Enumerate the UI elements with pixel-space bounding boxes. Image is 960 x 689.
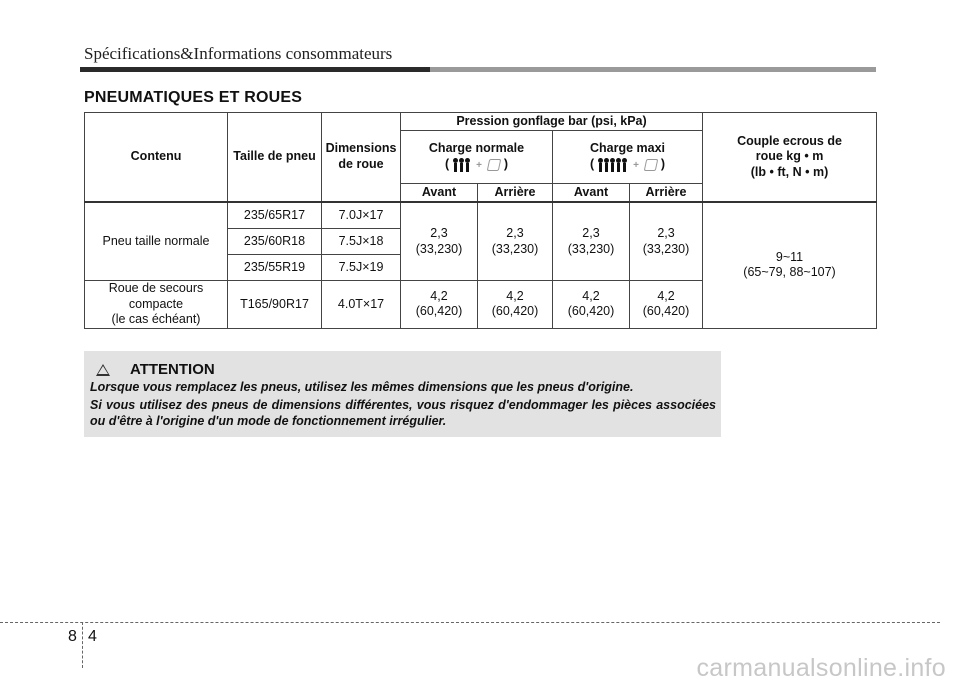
pressure-psi-kpa: (60,420) <box>567 304 615 319</box>
pressure-bar: 4,2 <box>657 288 675 303</box>
header-dimensions-line1: Dimensions <box>325 141 397 156</box>
charge-normale-label: Charge normale <box>428 141 525 156</box>
spare-pressure-maxi-arriere <box>630 281 703 329</box>
header-charge-maxi <box>553 131 703 184</box>
person-icon <box>616 158 621 172</box>
warning-paragraph: Si vous utilisez des pneus de dimensions différentes, vous risquez d'endommager les pièces associées ou d'être à l'origine d'un mode de fonctionnement irrégulier. <box>90 398 716 428</box>
wheel-dim-cell: 7.5J×18 <box>322 229 401 255</box>
pressure-normal-avant <box>401 202 478 281</box>
warning-title: ATTENTION <box>130 361 215 378</box>
header-dimensions <box>322 113 401 203</box>
pressure-bar: 2,3 <box>506 225 524 240</box>
torque-kgm: 9~11 <box>775 249 804 264</box>
person-icon <box>604 158 609 172</box>
spare-pressure-normal-avant <box>401 281 478 329</box>
header-taille: Taille de pneu <box>228 113 322 203</box>
watermark: carmanualsonline.info <box>696 654 946 682</box>
header-couple-line1: Couple ecrous de <box>737 133 842 148</box>
normal-tire-label: Pneu taille normale <box>85 202 228 281</box>
spare-pressure-maxi-avant <box>553 281 630 329</box>
pressure-bar: 4,2 <box>582 288 600 303</box>
pressure-maxi-arriere <box>630 202 703 281</box>
header-couple-line2: roue kg • m <box>755 149 824 164</box>
header-couple-line3: (lb • ft, N • m) <box>750 164 829 179</box>
pressure-bar: 2,3 <box>657 225 675 240</box>
spare-wheel-dim: 4.0T×17 <box>322 281 401 329</box>
page-number: 4 <box>88 628 97 645</box>
section-title: PNEUMATIQUES ET ROUES <box>84 89 303 106</box>
torque-lbft-nm: (65~79, 88~107) <box>743 265 836 280</box>
charge-maxi-paren-open: ( <box>589 157 595 171</box>
header-arriere-maxi: Arrière <box>630 184 703 203</box>
header-contenu: Contenu <box>85 113 228 203</box>
pressure-bar: 4,2 <box>506 288 524 303</box>
pressure-bar: 4,2 <box>430 288 448 303</box>
pressure-psi-kpa: (33,230) <box>642 241 690 256</box>
header-rule <box>80 67 876 72</box>
warning-triangle-icon <box>96 364 110 376</box>
pressure-maxi-avant <box>553 202 630 281</box>
tire-spec-table <box>84 112 877 329</box>
header-couple <box>703 113 877 203</box>
charge-maxi-label: Charge maxi <box>589 141 666 156</box>
wheel-dim-cell: 7.5J×19 <box>322 255 401 281</box>
person-icon <box>610 158 615 172</box>
warning-paragraph: Lorsque vous remplacez les pneus, utilisez les mêmes dimensions que les pneus d'origine. <box>90 380 634 394</box>
spare-tire-label <box>85 281 228 329</box>
plus-sign: + <box>633 160 639 171</box>
tire-size-cell: 235/65R17 <box>228 202 322 229</box>
pressure-psi-kpa: (60,420) <box>415 304 463 319</box>
passengers-icon-group <box>453 158 470 172</box>
header-arriere-normale: Arrière <box>478 184 553 203</box>
chapter-number: 8 <box>68 628 77 645</box>
wheel-dim-cell: 7.0J×17 <box>322 202 401 229</box>
pressure-psi-kpa: (33,230) <box>567 241 615 256</box>
spare-label-line3: (le cas échéant) <box>111 312 201 327</box>
spare-tire-size: T165/90R17 <box>228 281 322 329</box>
charge-normale-paren-close: ) <box>503 157 509 171</box>
plus-sign: + <box>476 160 482 171</box>
charge-maxi-paren-close: ) <box>660 157 666 171</box>
warning-text <box>90 380 716 432</box>
warning-header <box>96 361 215 378</box>
torque-cell <box>703 202 877 328</box>
pressure-bar: 2,3 <box>430 225 448 240</box>
footer-divider <box>82 622 83 668</box>
tire-size-cell: 235/55R19 <box>228 255 322 281</box>
pressure-psi-kpa: (33,230) <box>415 241 463 256</box>
person-icon <box>622 158 627 172</box>
charge-normale-paren-open: ( <box>444 157 450 171</box>
header-charge-normale <box>401 131 553 184</box>
person-icon <box>598 158 603 172</box>
page-header-title: Spécifications&Informations consommateurs <box>84 44 393 63</box>
pressure-psi-kpa: (60,420) <box>642 304 690 319</box>
pressure-normal-arriere <box>478 202 553 281</box>
passengers-icon-group <box>598 158 627 172</box>
person-icon <box>459 158 464 172</box>
spare-label-line2: compacte <box>128 296 184 311</box>
header-pression: Pression gonflage bar (psi, kPa) <box>401 113 703 131</box>
footer-rule <box>0 622 940 623</box>
spare-pressure-normal-arriere <box>478 281 553 329</box>
warning-box <box>84 351 721 437</box>
spare-label-line1: Roue de secours <box>108 281 204 295</box>
person-icon <box>465 158 470 172</box>
pressure-psi-kpa: (33,230) <box>491 241 539 256</box>
person-icon <box>453 158 458 172</box>
header-dimensions-line2: de roue <box>338 157 384 171</box>
luggage-icon <box>644 159 659 171</box>
luggage-icon <box>487 159 502 171</box>
pressure-bar: 2,3 <box>582 225 600 240</box>
pressure-psi-kpa: (60,420) <box>491 304 539 319</box>
tire-size-cell: 235/60R18 <box>228 229 322 255</box>
header-avant-normale: Avant <box>401 184 478 203</box>
header-avant-maxi: Avant <box>553 184 630 203</box>
